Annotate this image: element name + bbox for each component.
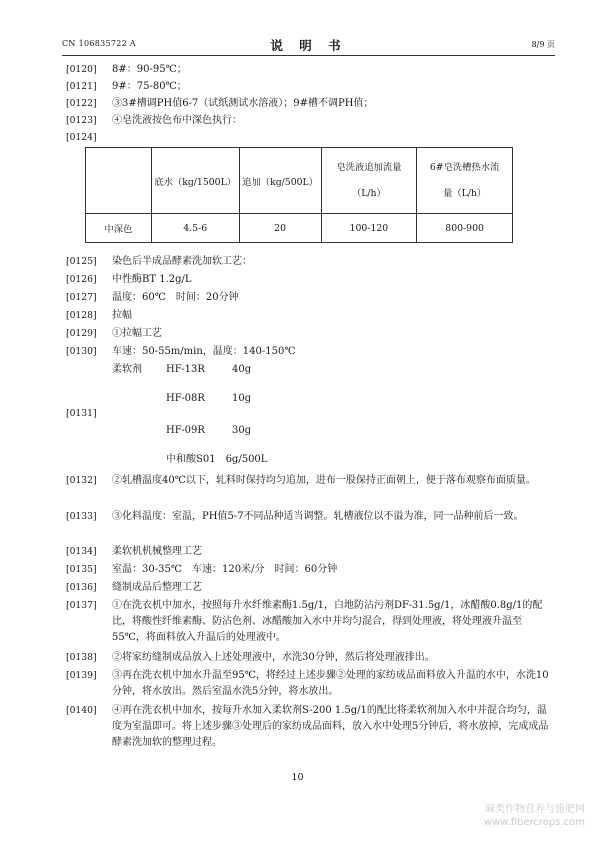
paragraph-0130 xyxy=(66,344,555,360)
paragraph-0133 xyxy=(66,509,555,525)
paragraph-0126 xyxy=(66,272,555,288)
document-title: 说 明 书 xyxy=(270,38,347,53)
paragraph-number: [0120] xyxy=(66,64,97,75)
softener-amount: 40g xyxy=(232,364,252,375)
patent-number: CN 106835722 A xyxy=(62,39,136,48)
table-header-cell xyxy=(417,148,513,214)
table-row xyxy=(86,214,513,243)
paragraph-text: ④再在洗衣机中加水，按每升水加入柔软剂S-200 1.5g/1的配比将柔软剂加入水中并混合均匀，温度为室温即可。将上述步骤③处理后的家纺成品面料，放入水中处理5分钟后，将水放掉，完成成品酵素洗加软的整理过程。 xyxy=(112,705,549,748)
paragraph-text: ④皂洗液按色布中深色执行： xyxy=(112,115,242,126)
paragraph-0139 xyxy=(66,668,555,700)
paragraph-number: [0129] xyxy=(66,328,97,339)
paragraph-0129 xyxy=(66,326,555,342)
softener-name: HF-08R xyxy=(166,393,205,404)
paragraph-0135 xyxy=(66,562,555,578)
paragraph-number: [0125] xyxy=(66,256,97,267)
paragraph-number: [0130] xyxy=(66,346,97,357)
table-cell: 800-900 xyxy=(417,214,513,243)
softener-amount: 10g xyxy=(232,393,252,404)
watermark xyxy=(484,803,585,829)
paragraph-0136 xyxy=(66,580,555,596)
paragraph-0122 xyxy=(66,96,555,112)
paragraph-0140 xyxy=(66,703,555,751)
paragraph-0137 xyxy=(66,598,555,646)
watermark-title: 麻类作物营养与施肥网 xyxy=(485,804,585,815)
paragraph-number: [0124] xyxy=(66,132,97,143)
table-cell: 4.5-6 xyxy=(151,214,239,243)
paragraph-text: 8#：90-95℃； xyxy=(112,64,187,75)
paragraph-text: 缝制成品后整理工艺 xyxy=(112,582,202,593)
paragraph-text: ①在洗衣机中加水，按照每升水纤维素酶1.5g/1，白地防沾污剂DF-31.5g/1，冰醋酸0.8g/1的配比，将酸性纤维素酶、防沾色剂、冰醋酸加入水中并均匀混合，得到处理液，将处理液升温至55℃，将面料放入升温后的处理液中。 xyxy=(112,600,543,643)
paragraph-text: ③3#槽调PH值6-7（试纸测试水溶液）；9#槽不调PH值； xyxy=(112,98,374,109)
paragraph-text: 车速：50-55m/min，温度：140-150℃ xyxy=(112,346,296,357)
table-cell: 20 xyxy=(239,214,321,243)
table-header-row xyxy=(86,148,513,214)
paragraph-text: ③化料温度：室温，PH值5-7不同品种适当调整。轧槽液位以不溢为准，同一品种前后一致。 xyxy=(112,511,524,522)
header-line: （L/h） xyxy=(351,187,386,199)
paragraph-number: [0131] xyxy=(66,408,97,419)
paragraph-number: [0121] xyxy=(66,81,97,92)
paragraph-text: 染色后半成品酵素洗加软工艺： xyxy=(112,256,252,267)
header-line: 6#皂洗槽热水流 xyxy=(429,161,500,173)
softener-name: HF-09R xyxy=(166,425,205,436)
watermark-url: www.fibercrops.com xyxy=(483,817,585,828)
softener-name: HF-13R xyxy=(166,364,205,375)
paragraph-number: [0137] xyxy=(66,600,97,611)
softener-amount: 30g xyxy=(232,425,252,436)
paragraph-0127 xyxy=(66,290,555,306)
paragraph-number: [0136] xyxy=(66,582,97,593)
paragraph-text: ②轧槽温度40℃以下，轧料时保持均匀追加，进布一股保持正面朝上，便于落布观察布面质量。 xyxy=(112,475,536,486)
paragraph-text: 9#：75-80℃； xyxy=(112,81,187,92)
paragraph-number: [0127] xyxy=(66,292,97,303)
header-line: 皂洗液追加流量 xyxy=(336,161,402,173)
table-header-cell: 底水（kg/1500L） xyxy=(151,148,239,214)
paragraph-text: ③再在洗衣机中加水升温至95℃，将经过上述步骤②处理的家纺成品面料放入升温的水中，水洗10分钟，将水放出。然后室温水洗5分钟，将水放出。 xyxy=(112,670,549,697)
paragraph-0134 xyxy=(66,544,555,560)
paragraph-number: [0133] xyxy=(66,511,97,522)
page-header xyxy=(62,36,555,54)
paragraph-text: 室温：30-35℃ 车速：120米/分 时间：60分钟 xyxy=(112,564,338,575)
table-header-cell xyxy=(321,148,417,214)
table-cell: 中深色 xyxy=(86,214,152,243)
table-header-cell: 追加（kg/500L） xyxy=(239,148,321,214)
neutralizer-line: 中和酸S01 6g/500L xyxy=(166,454,268,465)
paragraph-number: [0140] xyxy=(66,705,97,716)
paragraph-0120 xyxy=(66,62,555,78)
softener-row-1 xyxy=(112,362,251,378)
paragraph-number: [0139] xyxy=(66,670,97,681)
paragraph-0121 xyxy=(66,79,555,95)
softener-row-2 xyxy=(112,391,251,407)
paragraph-number: [0135] xyxy=(66,564,97,575)
table-header-cell xyxy=(86,148,152,214)
header-divider xyxy=(62,55,555,56)
paragraph-number: [0122] xyxy=(66,98,97,109)
table-cell: 100-120 xyxy=(321,214,417,243)
paragraph-0128 xyxy=(66,308,555,324)
paragraph-text: ①拉幅工艺 xyxy=(112,328,162,339)
paragraph-text: ②将家纺缝制成品放入上述处理液中，水洗30分钟，然后将处理液排出。 xyxy=(112,652,435,663)
paragraph-text: 柔软机机械整理工艺 xyxy=(112,546,202,557)
page-number: 10 xyxy=(291,772,304,783)
paragraph-text: 中性酶BT 1.2g/L xyxy=(112,274,192,285)
paragraph-number: [0132] xyxy=(66,475,97,486)
paragraph-number: [0128] xyxy=(66,310,97,321)
softener-row-3 xyxy=(112,423,251,439)
paragraph-number: [0138] xyxy=(66,652,97,663)
softener-label: 柔软剂 xyxy=(112,364,142,375)
paragraph-number: [0134] xyxy=(66,546,97,557)
paragraph-0123 xyxy=(66,113,555,129)
paragraph-number: [0126] xyxy=(66,274,97,285)
paragraph-number: [0123] xyxy=(66,115,97,126)
paragraph-0132 xyxy=(66,473,555,489)
page-indicator: 8/9 页 xyxy=(531,40,555,49)
header-line: 量（L/h） xyxy=(443,187,487,199)
paragraph-text: 拉幅 xyxy=(112,310,132,321)
paragraph-text: 温度：60℃ 时间：20分钟 xyxy=(112,292,239,303)
soaping-table xyxy=(85,147,513,243)
paragraph-0125 xyxy=(66,254,555,270)
paragraph-0138 xyxy=(66,650,555,666)
